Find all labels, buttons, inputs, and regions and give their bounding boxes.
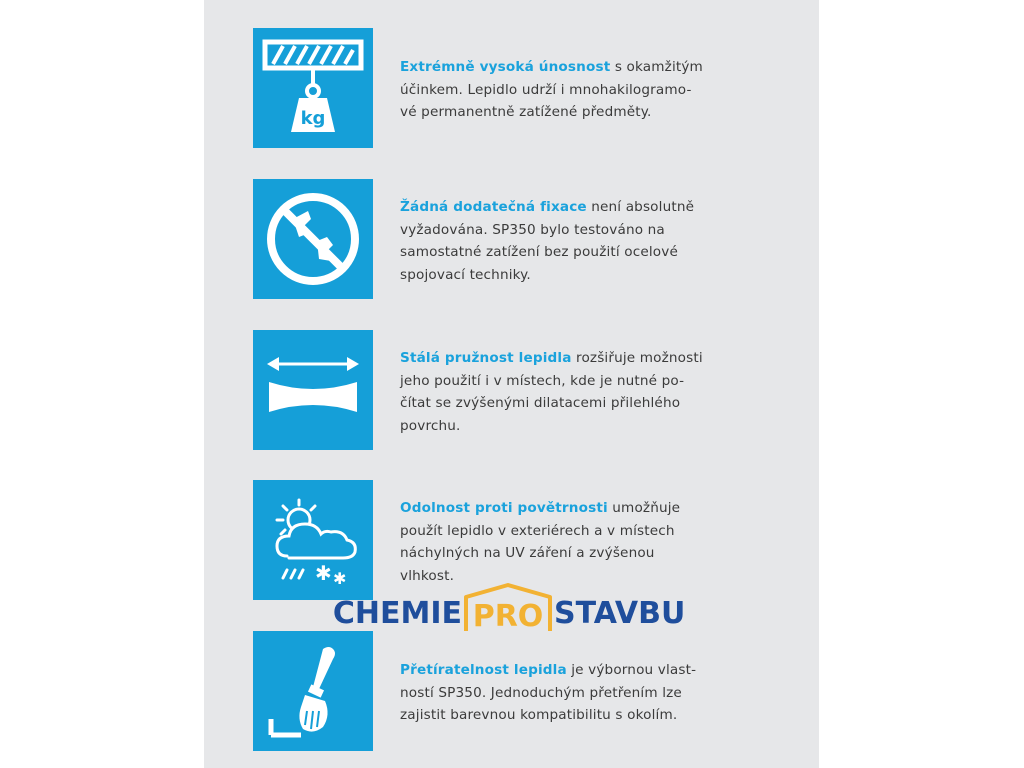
svg-text:✱: ✱ — [333, 569, 347, 588]
feature-elasticity — [204, 330, 819, 450]
weight-hanging-icon — [253, 28, 373, 148]
kg-label: kg — [300, 108, 326, 129]
elasticity-icon — [253, 330, 373, 450]
watermark-right: STAVBU — [554, 596, 686, 631]
paintbrush-icon — [253, 631, 373, 751]
chemie-pro-stavbu-watermark — [330, 583, 695, 633]
feature-text: Stálá pružnost lepidla rozšiřuje možnosti jeho použití i v místech, kde je nutné po- čítat se zvýšenými dilatacemi přilehlého povrchu. — [400, 350, 703, 434]
no-fixing-icon — [253, 179, 373, 299]
feature-load-capacity — [204, 28, 819, 148]
features-panel — [204, 0, 819, 768]
feature-paintable — [204, 631, 819, 751]
watermark-left: CHEMIE — [332, 596, 462, 631]
weather-icon — [253, 480, 373, 600]
feature-text: Odolnost proti povětrnosti umožňuje použít lepidlo v exteriérech a v místech náchylných na UV záření a zvýšenou vlhkost. — [400, 500, 681, 584]
feature-text: Žádná dodatečná fixace není absolutně vyžadována. SP350 bylo testováno na samostatné zatížení bez použití ocelové spojovací techniky. — [400, 199, 695, 283]
svg-text:✱: ✱ — [315, 561, 332, 585]
feature-weather — [204, 480, 819, 600]
feature-no-fixing — [204, 179, 819, 299]
feature-text: Extrémně vysoká únosnost s okamžitým účinkem. Lepidlo udrží i mnohakilogramo- vé permanentně zatížené předměty. — [400, 59, 703, 120]
feature-text: Přetíratelnost lepidla je výbornou vlast- ností SP350. Jednoduchým přetřením lze zajistit barevnou kompatibilitu s okolím. — [400, 662, 697, 723]
watermark-middle: PRO — [472, 599, 544, 634]
